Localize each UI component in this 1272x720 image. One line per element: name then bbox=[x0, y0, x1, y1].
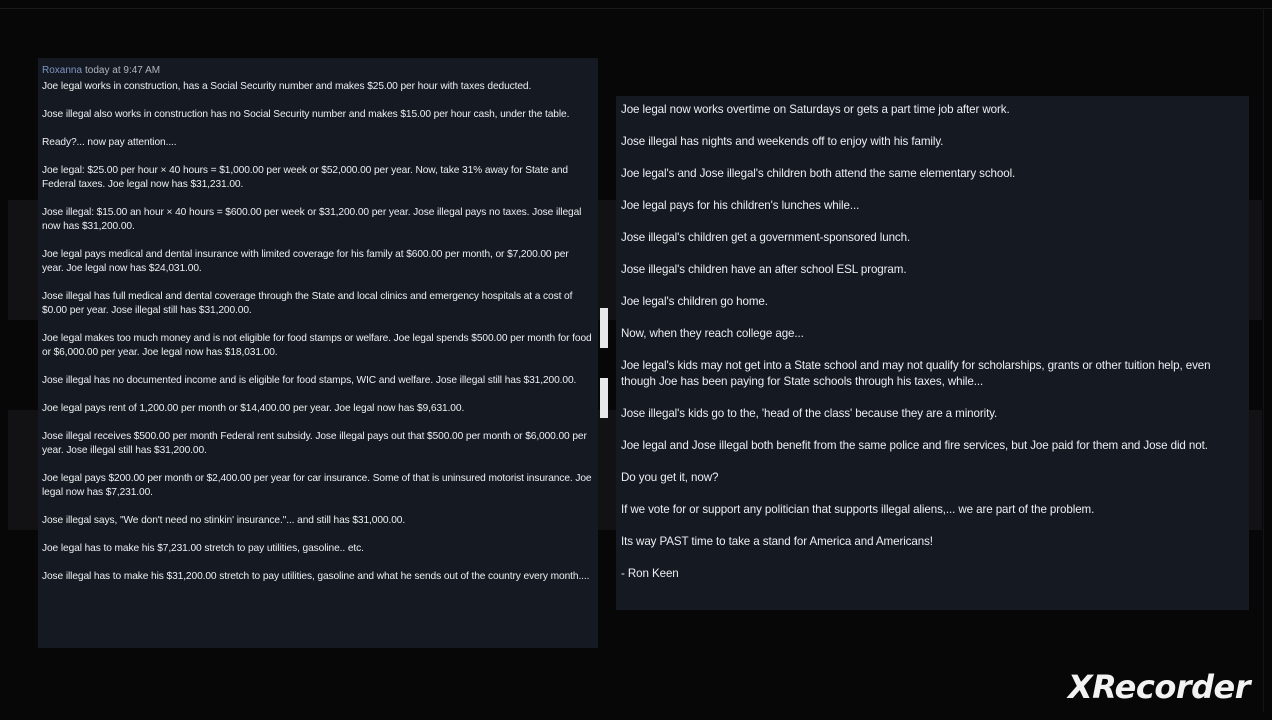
message-paragraph: Jose illegal: $15.00 an hour × 40 hours = $600.00 per week or $31,200.00 per year. Jose illegal pays no taxes. Jose illegal now has $31,200.00. bbox=[42, 207, 582, 232]
background-highlight bbox=[600, 308, 608, 348]
message-paragraph: Jose illegal also works in construction has no Social Security number and makes $15.00 per hour cash, under the table. bbox=[42, 109, 570, 120]
message-paragraph: Joe legal works in construction, has a Social Security number and makes $25.00 per hour with taxes deducted. bbox=[42, 81, 532, 92]
message-paragraph: Jose illegal's children have an after school ESL program. bbox=[621, 263, 907, 276]
message-paragraph: Joe legal's kids may not get into a State school and may not qualify for scholarships, grants or other tuition help, even though Joe has been paying for State schools through his taxes, while... bbox=[621, 359, 1211, 388]
message-paragraph: Jose illegal's kids go to the, 'head of the class' because they are a minority. bbox=[621, 407, 998, 420]
sender-name[interactable]: Roxanna bbox=[42, 65, 83, 76]
message-paragraph: Joe legal pays medical and dental insurance with limited coverage for his family at $600.00 per month, or $7,200.00 per year. Joe legal now has $24,031.00. bbox=[42, 249, 569, 274]
message-paragraph: Joe legal: $25.00 per hour × 40 hours = $1,000.00 per week or $52,000.00 per year. Now, take 31% away for State and Federal taxes. Joe legal now has $31,231.00. bbox=[42, 165, 568, 190]
message-paragraph: Jose illegal has full medical and dental coverage through the State and local clinics and emergency hospitals at a cost of $0.00 per year. Jose illegal still has $31,200.00. bbox=[42, 291, 573, 316]
right-frame-border bbox=[1263, 8, 1264, 712]
message-paragraph: Joe legal's children go home. bbox=[621, 295, 768, 308]
message-paragraph: Joe legal pays $200.00 per month or $2,400.00 per year for car insurance. Some of that is uninsured motorist insurance. Joe legal now has $7,231.00. bbox=[42, 473, 592, 498]
background-highlight bbox=[600, 378, 608, 418]
message-paragraph: Jose illegal's children get a government-sponsored lunch. bbox=[621, 231, 911, 244]
message-paragraph: Joe legal now works overtime on Saturdays or gets a part time job after work. bbox=[621, 103, 1010, 116]
background-shadow bbox=[596, 410, 618, 530]
message-signature: - Ron Keen bbox=[621, 567, 679, 580]
message-paragraph: Joe legal pays for his children's lunches while... bbox=[621, 199, 860, 212]
message-paragraph: Joe legal pays rent of 1,200.00 per month or $14,400.00 per year. Joe legal now has $9,631.00. bbox=[42, 403, 465, 414]
right-message-card bbox=[616, 96, 1249, 610]
message-paragraph: Jose illegal has to make his $31,200.00 stretch to pay utilities, gasoline and what he sends out of the country every month.... bbox=[42, 571, 590, 582]
background-shadow bbox=[1248, 410, 1262, 530]
message-paragraph: Joe legal and Jose illegal both benefit from the same police and fire services, but Joe paid for them and Jose did not. bbox=[621, 439, 1208, 452]
message-paragraph: Joe legal's and Jose illegal's children both attend the same elementary school. bbox=[621, 167, 1016, 180]
message-paragraph: If we vote for or support any politician that supports illegal aliens,... we are part of the problem. bbox=[621, 503, 1095, 516]
background-shadow bbox=[8, 200, 38, 320]
message-paragraph: Jose illegal has nights and weekends off to enjoy with his family. bbox=[621, 135, 944, 148]
background-shadow bbox=[596, 200, 618, 320]
message-paragraph: Jose illegal receives $500.00 per month Federal rent subsidy. Jose illegal pays out that $500.00 per month or $6,000.00 per year. Jose illegal still has $31,200.00. bbox=[42, 431, 587, 456]
left-message-card bbox=[38, 58, 598, 648]
top-frame-border bbox=[0, 8, 1272, 9]
message-paragraph: Its way PAST time to take a stand for America and Americans! bbox=[621, 535, 933, 548]
background-shadow bbox=[8, 410, 38, 530]
message-paragraph: Jose illegal says, "We don't need no stinkin' insurance."... and still has $31,000.00. bbox=[42, 515, 406, 526]
message-paragraph: Ready?... now pay attention.... bbox=[42, 137, 177, 148]
message-paragraph: Jose illegal has no documented income and is eligible for food stamps, WIC and welfare. Jose illegal still has $31,200.00. bbox=[42, 375, 577, 386]
message-paragraph: Joe legal makes too much money and is not eligible for food stamps or welfare. Joe legal spends $500.00 per month for food or $6,000.00 per year. Joe legal now has $18,031.00. bbox=[42, 333, 592, 358]
message-timestamp: today at 9:47 AM bbox=[85, 65, 161, 76]
message-paragraph: Now, when they reach college age... bbox=[621, 327, 804, 340]
xrecorder-watermark-logo: XRecorder bbox=[1067, 668, 1250, 706]
message-paragraph: Joe legal has to make his $7,231.00 stretch to pay utilities, gasoline.. etc. bbox=[42, 543, 364, 554]
message-header bbox=[42, 64, 592, 78]
background-shadow bbox=[1248, 200, 1262, 320]
message-paragraph: Do you get it, now? bbox=[621, 471, 719, 484]
